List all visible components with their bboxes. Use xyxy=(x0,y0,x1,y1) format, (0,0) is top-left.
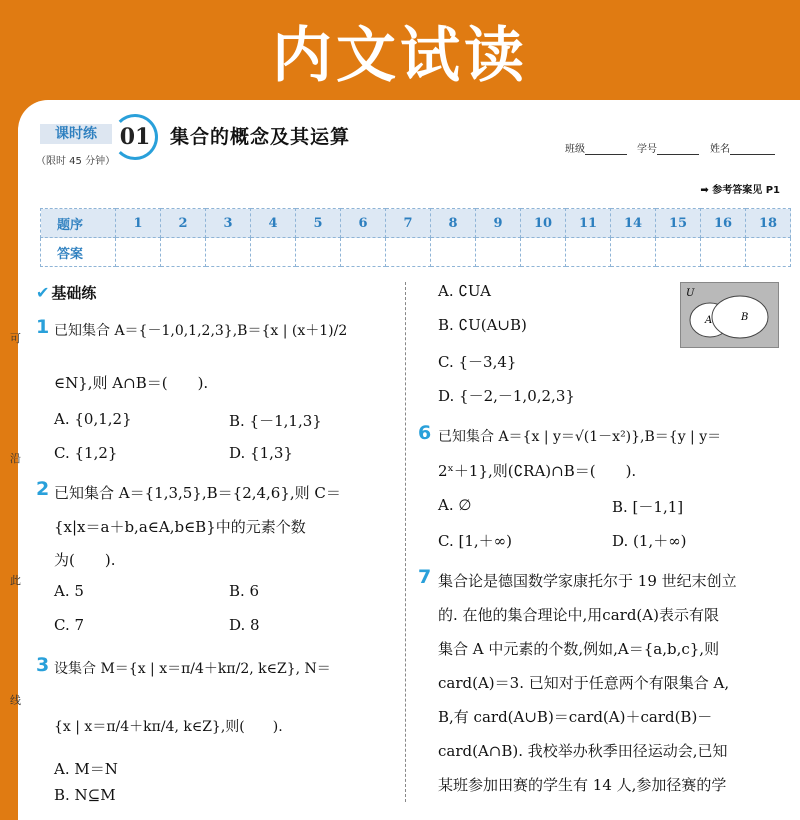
venn-diagram xyxy=(680,282,779,348)
universal-label: U xyxy=(686,288,695,299)
option-b: B. {－1,1,3} xyxy=(229,412,322,430)
option-a: A. ∁UA xyxy=(438,282,491,300)
answer-table-header-row xyxy=(41,209,791,238)
answer-cell[interactable] xyxy=(251,238,296,267)
time-limit: （限时 45 分钟） xyxy=(36,156,116,167)
answer-cell[interactable] xyxy=(116,238,161,267)
option-b: B. 6 xyxy=(229,582,260,600)
question-number-cell: 7 xyxy=(386,209,431,238)
question-order-label: 题序 xyxy=(41,209,116,238)
answer-cell[interactable] xyxy=(656,238,701,267)
question-number-cell: 16 xyxy=(701,209,746,238)
option-b: B. [－1,1] xyxy=(612,498,684,516)
option-d: D. 8 xyxy=(229,616,260,634)
answer-cell[interactable] xyxy=(611,238,656,267)
set-b-label: B xyxy=(741,312,749,323)
question-number-cell: 2 xyxy=(161,209,206,238)
option-a: A. M＝N xyxy=(54,760,118,778)
question-number-cell: 3 xyxy=(206,209,251,238)
banner xyxy=(0,0,800,100)
question-number-cell: 9 xyxy=(476,209,521,238)
answer-cell[interactable] xyxy=(386,238,431,267)
option-a: A. {0,1,2} xyxy=(54,410,132,428)
question-text: 为( ). xyxy=(54,551,116,569)
option-a: A. ∅ xyxy=(438,496,472,514)
name-blank xyxy=(730,144,775,155)
check-icon: ✔ xyxy=(36,283,50,302)
question-text: ∈N},则 A∩B＝( ). xyxy=(54,374,209,392)
answer-cell[interactable] xyxy=(701,238,746,267)
answer-cell[interactable] xyxy=(566,238,611,267)
question-number-cell: 18 xyxy=(746,209,791,238)
question-number: 2 xyxy=(36,478,50,500)
id-blank xyxy=(657,144,699,155)
question-text: B,有 card(A∪B)＝card(A)＋card(B)－ xyxy=(438,708,713,726)
option-c: C. {－3,4} xyxy=(438,353,517,371)
id-field xyxy=(637,140,699,155)
option-d: D. {－2,－1,0,2,3} xyxy=(438,387,575,405)
option-c: C. 7 xyxy=(54,616,85,634)
question-number-cell: 15 xyxy=(656,209,701,238)
option-c: C. {1,2} xyxy=(54,444,118,462)
answer-table xyxy=(40,208,791,267)
section-heading xyxy=(36,282,96,303)
cut-line-char: 此 xyxy=(10,574,21,587)
answer-cell[interactable] xyxy=(161,238,206,267)
section-title: 基础练 xyxy=(51,284,97,302)
question-number-cell: 8 xyxy=(431,209,476,238)
set-a-label: A xyxy=(705,315,713,326)
question-text: 2ˣ＋1},则(∁RA)∩B＝( ). xyxy=(438,462,637,480)
question-number: 7 xyxy=(418,566,432,588)
question-text: 设集合 M＝{x | x＝π/4＋kπ/2, k∈Z}, N＝ xyxy=(54,661,331,677)
option-c: C. [1,＋∞) xyxy=(438,532,512,550)
question-number-cell: 5 xyxy=(296,209,341,238)
option-a: A. 5 xyxy=(54,582,84,600)
class-field xyxy=(565,140,627,155)
name-field xyxy=(710,140,775,155)
question-text: 已知集合 A＝{1,3,5},B＝{2,4,6},则 C＝ xyxy=(54,484,341,502)
answer-table-answer-row xyxy=(41,238,791,267)
column-divider xyxy=(405,282,406,802)
question-number: 3 xyxy=(36,654,50,676)
question-text: {x | x＝π/4＋kπ/4, k∈Z},则( ). xyxy=(54,719,283,735)
question-text: 已知集合 A＝{－1,0,1,2,3},B＝{x | (x＋1)/2 xyxy=(54,323,348,339)
answer-cell[interactable] xyxy=(521,238,566,267)
answer-cell[interactable] xyxy=(341,238,386,267)
question-number: 6 xyxy=(418,422,432,444)
option-d: D. {1,3} xyxy=(229,444,293,462)
lesson-title: 集合的概念及其运算 xyxy=(170,126,351,148)
question-number-cell: 1 xyxy=(116,209,161,238)
cut-line-char: 沿 xyxy=(10,452,21,465)
banner-title: 内文试读 xyxy=(272,21,528,91)
answer-reference: ➡ 参考答案见 P1 xyxy=(700,185,780,196)
question-text: card(A∩B). 我校举办秋季田径运动会,已知 xyxy=(438,742,728,760)
option-b: B. ∁U(A∪B) xyxy=(438,316,527,334)
question-text: 的. 在他的集合理论中,用card(A)表示有限 xyxy=(438,606,719,624)
answer-cell[interactable] xyxy=(476,238,521,267)
question-number-cell: 11 xyxy=(566,209,611,238)
option-d: D. (1,＋∞) xyxy=(612,532,687,550)
set-b-circle xyxy=(712,296,768,338)
question-number-cell: 14 xyxy=(611,209,656,238)
answer-cell[interactable] xyxy=(296,238,341,267)
cut-line-char: 线 xyxy=(10,694,21,707)
question-text: 某班参加田赛的学生有 14 人,参加径赛的学 xyxy=(438,776,727,794)
question-number-cell: 10 xyxy=(521,209,566,238)
answer-cell[interactable] xyxy=(746,238,791,267)
class-blank xyxy=(585,144,627,155)
answer-cell[interactable] xyxy=(431,238,476,267)
question-text: card(A)＝3. 已知对于任意两个有限集合 A, xyxy=(438,674,730,692)
answer-cell[interactable] xyxy=(206,238,251,267)
lesson-tag: 课时练 xyxy=(40,124,112,144)
question-number-cell: 4 xyxy=(251,209,296,238)
id-label: 学号 xyxy=(637,144,657,155)
question-text: 集合 A 中元素的个数,例如,A＝{a,b,c},则 xyxy=(438,640,720,658)
question-text: 集合论是德国数学家康托尔于 19 世纪末创立 xyxy=(438,572,737,590)
class-label: 班级 xyxy=(565,144,585,155)
answer-label: 答案 xyxy=(41,238,116,267)
lesson-number: 01 xyxy=(112,114,158,160)
question-text: 已知集合 A＝{x | y＝√(1－x²)},B＝{y | y＝ xyxy=(438,429,722,445)
question-text: {x|x＝a＋b,a∈A,b∈B}中的元素个数 xyxy=(54,518,306,536)
question-number-cell: 6 xyxy=(341,209,386,238)
name-label: 姓名 xyxy=(710,144,730,155)
cut-line-char: 可 xyxy=(10,332,21,345)
question-number: 1 xyxy=(36,316,50,338)
option-b: B. N⊆M xyxy=(54,786,116,804)
venn-svg xyxy=(681,283,778,347)
